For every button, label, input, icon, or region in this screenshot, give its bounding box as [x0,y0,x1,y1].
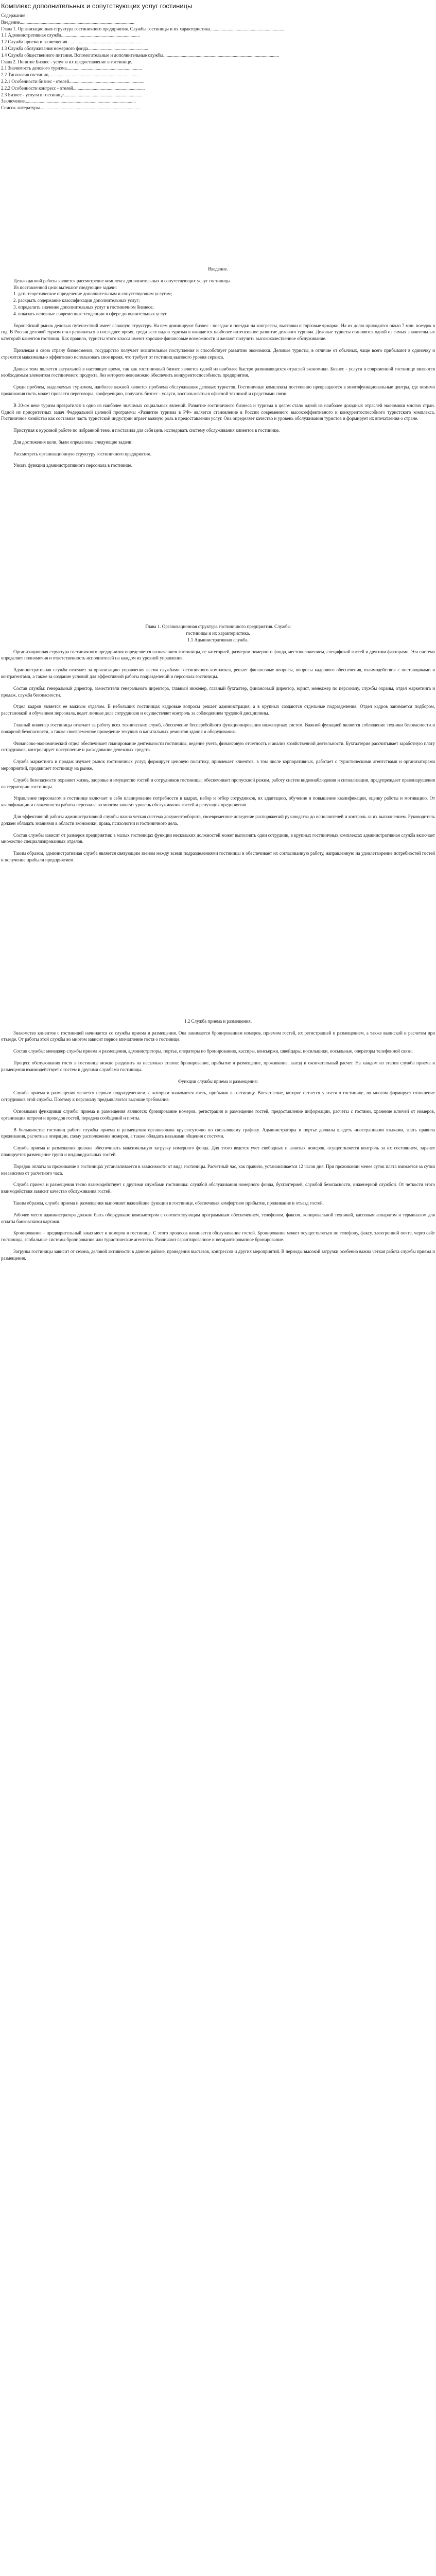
paragraph: Состав службы зависит от размеров предприятия: в малых гостиницах функции нескольких должностей может выполнять один сотрудник, в крупных гостиничных комплексах административная служба включает множество специализированных отделов. [1,832,435,844]
toc-item[interactable]: 1.3 Служба обслуживания номерного фонда.................................................... [1,45,149,51]
paragraph: Отдел кадров является ее важным отделом. В небольших гостиницах кадровые вопросы решает администрация, а в крупных создаются отдельные подразделения. Отдел кадров занимается подбором, расстановкой и обучением персонала, ведет личные дела сотрудников и осуществляет контроль за соблюдением трудовой дисциплины. [1,704,435,716]
paragraph: Таким образом, служба приема и размещения выполняет важнейшие функции в гостинице, обеспечивая комфортное прибытие, проживание и отъезд гостей. [13,1200,324,1206]
toc-item[interactable]: 2.2 Типология гостиниц.............................................................................. [1,72,139,78]
paragraph: Порядок оплаты за проживание в гостиницах устанавливается в зависимости от вида гостиницы. Расчетный час, как правило, устанавливается 12 часов дня. При проживании менее суток плата взимается за сутки независимо от расчетного часа. [1,1163,435,1176]
paragraph: Данная тема является актуальной в настоящее время, так как гостиничный бизнес является одной из наиболее быстро развивающихся отраслей экономики. Бизнес - услуги в современной гостинице являются необходимым элементом гостиничного продукта, без которого невозможно обеспечить конкурентоспособность предприятия. [1,366,435,378]
intro-section [1,278,435,469]
toc-item[interactable]: 2.3 Бизнес - услуги в гостинице.................................................................... [1,92,143,97]
paragraph: Среди проблем, выделяемых туризмом, наиболее важной является проблема обслуживания деловых туристов. Гостиничные комплексы постепенно превращаются в многофункциональные центры, где помимо проживания гость может провести переговоры, конференцию, получить бизнес - услуги, воспользоваться офисной техникой и средствами связи. [1,384,435,396]
paragraph: Организационная структура гостиничного предприятия определяется назначением гостиницы, ее категорией, размером номерного фонда, местоположением, спецификой гостей и другими факторами. Эта система определяет полномочия и ответственность исполнителей на каждом из уровней управления. [1,649,435,661]
list-item: Рассмотреть организационную структуру гостиничного предприятия. [13,451,151,456]
list-item: Узнать функции административного персонала в гостинице. [13,463,133,468]
list-item: 1. дать теоретическое определение дополнительным и сопутствующим услугам; [13,291,172,297]
chapter-title: Глава 1. Организационная структура гостиничного предприятия. Службы [145,624,291,630]
section-1-2 [1,1030,435,1262]
paragraph: Служба безопасности охраняет жизнь, здоровье и имущество гостей и сотрудников гостиницы, обеспечивает пропускной режим, работу систем видеонаблюдения и сигнализации, предупреждает правонарушения на территории гостиницы. [1,777,435,789]
paragraph: В большинстве гостиниц работа службы приема и размещения организована круглосуточно по скользящему графику. Администраторы и портье должны владеть иностранными языками, знать правила проживания, расчетные операции, схему расположения номеров, а также обладать навыками общения с гостями. [1,1127,435,1139]
paragraph: Бронирование – предварительный заказ мест и номеров в гостинице. С этого процесса начинается обслуживание гостей. Бронирование может осуществляться по телефону, факсу, электронной почте, через сайт гостиницы, глобальные системы бронирования или туристические агентства. Различают гарантированное и негарантированное бронирование. [1,1230,435,1243]
paragraph: Административная служба отвечает за организацию управления всеми службами гостиничного комплекса, решает финансовые вопросы, вопросы кадрового обеспечения, взаимодействия с поставщиками и контрагентами, а также за создание условий для эффективной работы подразделений и персонала гостиницы. [1,667,435,680]
spacer [1,863,435,1018]
list-item: 2. раскрыть содержание классификации дополнительных услуг; [13,298,140,303]
list-item: 3. определить значение дополнительных услуг в гостиничном бизнесе; [13,304,154,310]
toc-item[interactable]: Глава 2. Понятие Бизнес - услуг и их предоставление в гостинице. [1,59,132,64]
paragraph: Главный инженер гостиницы отвечает за работу всех технических служб, обеспечение бесперебойного функционирования инженерных систем. Важной функцией является соблюдение техники безопасности и пожарной безопасности, а также своевременное проведение текущих и капитальных ремонтов здания и оборудования. [1,722,435,734]
toc-item[interactable]: Глава 1. Организационная структура гостиничного предприятия. Службы гостиницы и их характеристика................................................................. [1,26,286,31]
spacer [1,469,435,623]
list-item: 4. показать основные современные тенденции в сфере дополнительных услуг. [13,311,168,316]
document-page [0,0,436,1272]
paragraph: Из поставленной цели вытекают следующие задачи: [13,284,117,290]
paragraph: Знакомство клиентов с гостиницей начинается со службы приема и размещения. Она занимается бронированием номеров, приемом гостей, их регистрацией и размещением, а также выпиской и расчетом при отъезде. От работы этой службы во многом зависит первое впечатление гостя о гостинице. [1,1030,435,1042]
spacer [1,111,435,266]
chapter-1-section [1,649,435,863]
paragraph: Европейский рынок деловых путешествий имеет сложную структуру. На нем доминируют бизнес - поездки и поездки на конгрессы, выставки и торговые ярмарки. На их долю приходится около 7 млн. поездок в год. В России деловой туризм стал развиваться в последнее время, среди всех видов туризма в ожидается наиболее интенсивное развитие делового туризма. Деловые туристы становятся одной из самых значительных категорий клиентов гостиниц. Как правило, туристы этого класса имеют хорошие финансовые возможности и желают получить высококачественное обслуживание. [1,323,435,342]
paragraph: Рабочее место администратора должно быть оборудовано компьютером с соответствующим программным обеспечением, телефоном, факсом, копировальной техникой, кассовым аппаратом и терминалом для оплаты банковскими картами. [1,1212,435,1224]
paragraph: Состав службы: генеральный директор, заместители генерального директора, главный инженер, главный бухгалтер, финансовый директор, юрист, менеджер по персоналу, службы охраны, отдел маркетинга и продаж, служба безопасности. [1,685,435,698]
toc-heading: Содержание : [1,13,28,18]
paragraph: Для эффективной работы административной службы важна четкая система документооборота, своевременное доведение распоряжений руководства до исполнителей и контроль за их выполнением. Руководитель должен обладать знаниями в области экономики, права, психологии и гостиничного дела. [1,814,435,826]
paragraph: Целью данной работы является рассмотрение комплекса дополнительных и сопутствующих услуг гостиницы. [13,278,232,283]
paragraph: Для достижения цели, были определены следующие задачи: [13,439,133,445]
document-title: Комплекс дополнительных и сопутствующих услуг гостиницы [1,2,193,10]
paragraph: Служба приема и размещения должна обеспечивать максимальную загрузку номерного фонда. Для этого ведется учет свободных и занятых номеров, осуществляется контроль за их состоянием, заранее планируется размещение групп и индивидуальных гостей. [1,1145,435,1157]
toc-item[interactable]: 2.2.1 Особенности бизнес - отелей................................................................. [1,78,145,84]
paragraph: Приступая к курсовой работе по избранной теме, я поставила для себя цель исследовать систему обслуживания клиентов в гостинице. [13,428,280,433]
paragraph: Состав службы: менеджер службы приема и размещения, администраторы, портье, операторы по бронированию, кассиры, консьержи, швейцары, носильщики, посыльные, операторы телефонной связи. [13,1048,413,1054]
toc-item[interactable]: Список литературы....................................................................................... [1,105,141,111]
paragraph: Финансово-экономический отдел обеспечивает планирование деятельности гостиницы, ведение учета, финансовую отчетность и анализ хозяйственной деятельности. Бухгалтерия рассчитывает заработную плату сотрудников, контролирует поступление и расходование денежных средств. [1,740,435,753]
toc-item[interactable]: Введение................................................................................................... [1,19,135,25]
section-title: 1.1 Административная служба. [187,637,249,642]
toc-item[interactable]: 2.2.2 Особенности конгресс - отелей.............................................................. [1,85,145,91]
table-of-contents [1,19,435,111]
paragraph: Загрузка гостиницы зависит от сезона, деловой активности в данном районе, проведения выставок, конгрессов и других мероприятий. В периоды высокой загрузки особенно важна четкая работа службы приема и размещения. [1,1248,435,1261]
paragraph: Управление персоналом в гостинице включает в себя планирование потребности в кадрах, набор и отбор сотрудников, их адаптацию, обучение и повышение квалификации, оценку работы и мотивацию. От квалификации и слаженности работы персонала во многом зависит уровень обслуживания гостей и репутация предприятия. [1,795,435,808]
toc-item[interactable]: Заключение................................................................................................ [1,98,136,104]
paragraph: Таким образом, административная служба является связующим звеном между всеми подразделениями гостиницы и обеспечивает их согласованную работу, направленную на удовлетворение потребностей гостей и получение прибыли предприятием. [1,851,435,862]
paragraph: Служба маркетинга и продаж изучает рынок гостиничных услуг, формирует ценовую политику, привлекает клиентов, в том числе корпоративных, работает с туристическими агентствами и организаторами мероприятий, продвигает гостиницу на рынке. [1,759,435,771]
paragraph: Основными функциями службы приема и размещения являются: бронирование номеров, регистрация и размещение гостей, предоставление информации, расчеты с гостями, хранение ключей от номеров, организация встречи и проводов гостей, передача сообщений и почты. [1,1108,435,1121]
section-title: 1.2 Служба приема и размещения. [184,1018,252,1024]
paragraph: Служба приема и размещения тесно взаимодействует с другими службами гостиницы: службой обслуживания номерного фонда, бухгалтерией, службой безопасности, инженерной службой. От четкости этого взаимодействия зависит качество обслуживания гостей. [1,1182,435,1194]
subheading: Функции службы приема и размещения: [178,1078,258,1084]
toc-item[interactable]: 1.4 Служба общественного питания. Вспомогательные и дополнительные службы.................................................................................................... [1,52,280,58]
paragraph: Привлекая в свою страну бизнесменов, государство получает значительные поступления и способствует развитию экономики. Деловые туристы, в отличие от обычных, чаще всего прибывают в одиночку и стремятся максимально эффективно использовать свое время, что требует от гостиниц высокого уровня сервиса. [1,347,435,360]
paragraph: В 20-ом веке туризм превратился в одно из наиболее значимых социальных явлений. Развитие гостиничного бизнеса и туризма в целом стало одной из наиболее доходных отраслей экономики многих стран. Одной из приоритетных задач Федеральной целевой программы «Развитие туризма в РФ» является становление в России современного высокоэффективного и конкурентоспособного туристского комплекса. Гостиничное хозяйство как составная часть туристской индустрии играет важную роль в предоставлении услуг. Она определяет качество и уровень обслуживания туристов и формирует их впечатления о стране. [1,402,435,421]
toc-item[interactable]: 2.1 Значимость делового туризма................................................................. [1,65,142,71]
intro-heading: Введение. [208,266,228,272]
toc-item[interactable]: 1.1 Административная служба.................................................................... [1,32,140,38]
paragraph: Процесс обслуживания гостя в гостинице можно разделить на несколько этапов: бронирование, прибытие и размещение, проживание, выезд и окончательный расчет. На каждом из этапов служба приема и размещения взаимодействует с гостем и другими службами гостиницы. [1,1060,435,1072]
paragraph: Служба приема и размещения является первым подразделением, с которым знакомится гость, прибывая в гостиницу. Впечатление, которое остается у гостя о гостинице, во многом формирует отношение сотрудников этой службы. Поэтому к персоналу предъявляются высокие требования. [1,1090,435,1103]
toc-item[interactable]: 1.2 Служба приема и размещения................................................................. [1,39,143,45]
chapter-title: гостиницы и их характеристика. [186,631,250,636]
